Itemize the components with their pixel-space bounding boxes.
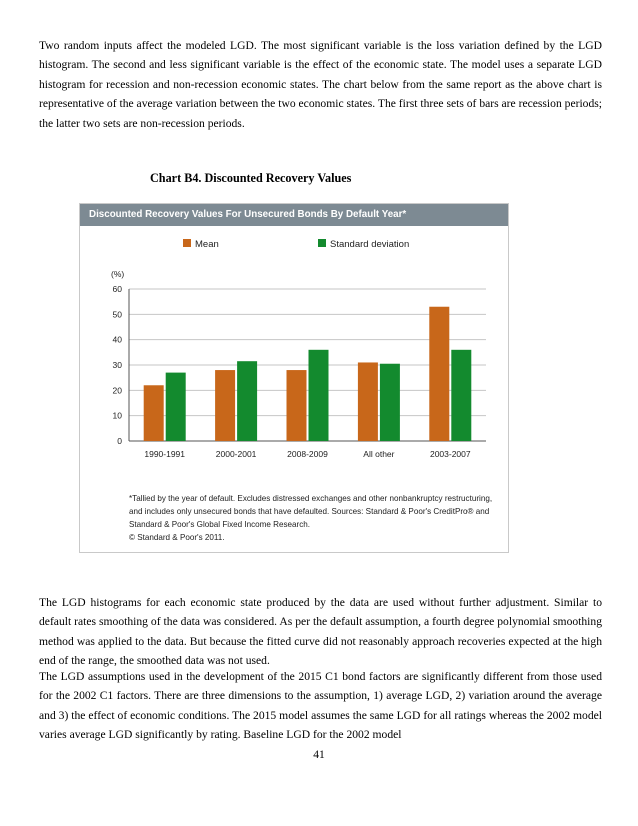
bar-stdev-2 (309, 350, 329, 441)
intro-paragraph: Two random inputs affect the modeled LGD. The most significant variable is the loss variation defined by the LGD histogram. The second and less significant variable is the effect of the economic state. The model uses a separate LGD histogram for recession and non-recession economic states. The chart below from the same report as the above chart is representative of the average variation between the two economic states. The first three sets of bars are recession periods; the latter two sets are non-recession periods. (39, 39, 602, 130)
histogram-paragraph: The LGD histograms for each economic state produced by the data are used without further adjustment. Similar to default rates smoothing of the data was considered. As per the default assumption, a fourth degree polynomial smoothing method was applied to the data. But because the fitted curve did not reasonably approach recoveries expected at the high end of the range, the smoothed data was not used. (39, 596, 602, 668)
x-tick-label-4: 2003-2007 (429, 449, 471, 459)
bar-chart (80, 226, 508, 484)
bar-stdev-0 (166, 373, 186, 441)
x-tick-label-3: All other (363, 449, 395, 459)
bar-stdev-1 (237, 361, 257, 441)
y-tick-label-0: 0 (117, 436, 122, 446)
assumptions-paragraph: The LGD assumptions used in the development of the 2015 C1 bond factors are significantly different from those used for the 2002 C1 factors. There are three dimensions to the assumption, 1) average LGD, 2) variation around the average and 3) the effect of economic conditions. The 2015 model assumes the same LGD for all ratings whereas the 2002 model varies average LGD significantly by rating. Baseline LGD for the 2002 model (39, 670, 602, 742)
x-tick-label-0: 1990-1991 (144, 449, 186, 459)
y-tick-label-4: 40 (112, 334, 122, 345)
y-tick-label-3: 30 (112, 360, 122, 370)
bar-stdev-3 (380, 364, 400, 441)
chart-header: Discounted Recovery Values For Unsecured Bonds By Default Year* (80, 204, 508, 226)
legend-swatch-1 (318, 239, 326, 247)
y-axis-label: (%) (111, 269, 125, 279)
bar-mean-0 (144, 385, 164, 441)
legend-label-0: Mean (195, 239, 219, 250)
bar-stdev-4 (451, 350, 471, 441)
bar-mean-3 (358, 362, 378, 441)
x-tick-label-1: 2000-2001 (215, 449, 257, 459)
y-tick-label-5: 50 (112, 309, 122, 320)
y-tick-label-6: 60 (112, 284, 122, 294)
x-tick-label-2: 2008-2009 (287, 449, 328, 459)
chart-figure (79, 203, 509, 553)
legend-label-1: Standard deviation (330, 239, 410, 250)
page-number: 41 (313, 748, 325, 761)
bar-mean-1 (215, 370, 235, 441)
bar-mean-2 (287, 370, 307, 441)
legend-swatch-0 (183, 239, 191, 247)
chart-caption: Chart B4. Discounted Recovery Values (150, 171, 352, 185)
y-tick-label-2: 20 (112, 385, 122, 396)
chart-footnote: *Tallied by the year of default. Excludes distressed exchanges and other nonbankruptcy restructuring, and includes only unsecured bonds that have defaulted. Sources: Standard & Poor's CreditPro® and Standard & Poor's Global Fixed Income Research. (129, 494, 493, 529)
bar-mean-4 (429, 307, 449, 441)
chart-copyright: © Standard & Poor's 2011. (129, 533, 225, 542)
y-tick-label-1: 10 (112, 410, 122, 421)
